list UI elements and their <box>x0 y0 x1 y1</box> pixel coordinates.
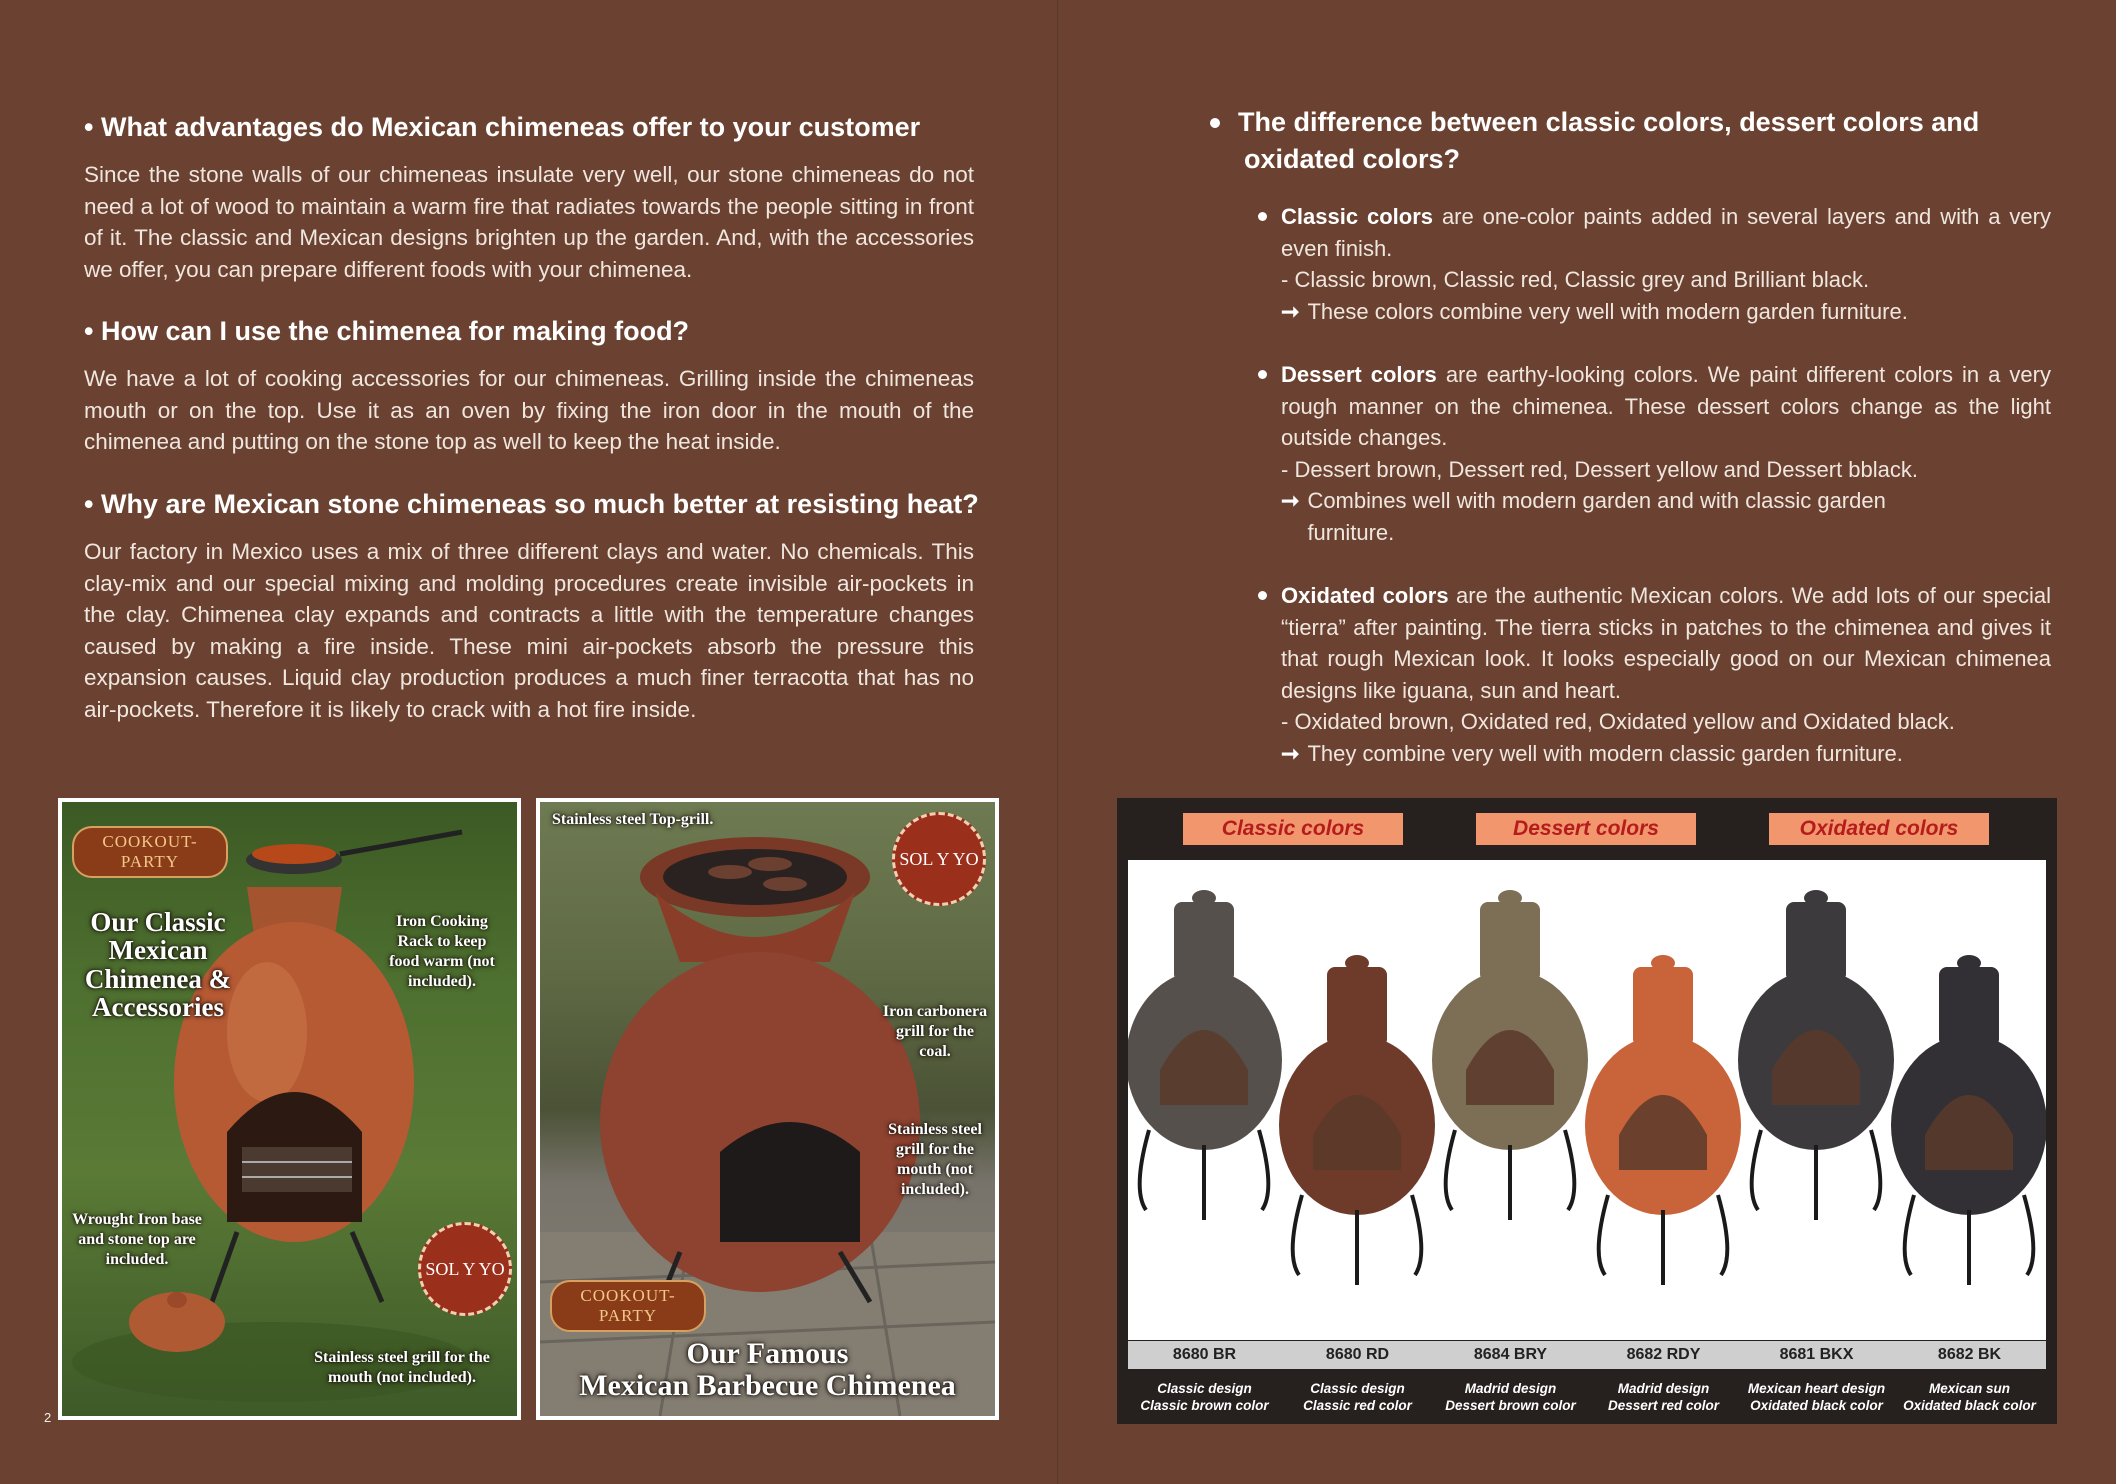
oxidated-colors-list: - Oxidated brown, Oxidated red, Oxidated yellow and Oxidated black. <box>1281 709 1955 734</box>
chimenea-product-4 <box>1585 955 1741 1285</box>
tab-oxidated-colors: Oxidated colors <box>1769 813 1989 845</box>
classic-colors-text: are one-color paints added in several layers and with a very even finish. <box>1281 204 2051 261</box>
classic-colors-arrow-line <box>1281 296 2051 328</box>
classic-chimenea-photo <box>58 798 521 1420</box>
product-color: Classic red color <box>1303 1398 1412 1413</box>
product-code: 8682 BK <box>1937 1346 2002 1363</box>
classic-colors-term: Classic colors <box>1281 204 1434 229</box>
product-color: Dessert red color <box>1607 1398 1720 1413</box>
chimenea-product-3 <box>1432 890 1588 1220</box>
tab-classic-colors: Classic colors <box>1183 813 1403 845</box>
barbecue-chimenea-photo <box>536 798 999 1420</box>
product-description <box>1128 1380 1281 1414</box>
dessert-colors-block <box>1281 359 2051 548</box>
classic-colors-list: - Classic brown, Classic red, Classic grey and Brilliant black. <box>1281 267 1870 292</box>
product-code: 8680 BR <box>1172 1346 1237 1363</box>
photo2-title <box>540 1338 995 1401</box>
product-design: Classic design <box>1310 1381 1405 1396</box>
bullet-dot <box>1258 370 1267 379</box>
oxidated-colors-block <box>1281 580 2051 769</box>
product-code: 8682 RDY <box>1626 1346 1701 1363</box>
page-number: 2 <box>44 1410 52 1425</box>
photo1-title-line: Mexican <box>108 935 208 966</box>
arrow-icon: ➞ <box>1281 740 1300 766</box>
classic-chimenea-illustration <box>62 802 517 1416</box>
product-description <box>1281 1380 1434 1414</box>
chimenea-products-illustration <box>1128 860 2046 1340</box>
dessert-colors-arrow-line <box>1281 485 2051 548</box>
chimenea-product-6 <box>1891 955 2046 1285</box>
color-comparison-panel <box>1117 798 2057 1424</box>
classic-colors-arrow-text: These colors combine very well with modern garden furniture. <box>1307 298 1908 324</box>
section-body-food: We have a lot of cooking accessories for our chimeneas. Grilling inside the chimeneas mouth or on the top. Use it as an oven by fixing the iron door in the mouth of the chimenea and putting on the stone top as well to keep the heat inside. <box>84 366 974 454</box>
product-code: 8684 BRY <box>1473 1346 1548 1363</box>
sol-y-yo-logo: SOL Y YO <box>418 1222 512 1316</box>
colors-heading-line: The difference between classic colors, dessert colors and <box>1238 107 1980 137</box>
oxidated-colors-text: are the authentic Mexican colors. We add lots of our special “tierra” after painting. The tierra sticks in patches to the chimenea and gives it that rough Mexican look. It looks especially good on our Mexican chimenea designs like iguana, sun and heart. <box>1281 583 2051 703</box>
photo1-title <box>68 908 248 1021</box>
photo2-title-line: Our Famous <box>686 1337 849 1370</box>
oxidated-colors-arrow-line <box>1281 738 2051 770</box>
chimenea-product-1 <box>1128 890 1282 1220</box>
classic-colors-block <box>1281 201 2051 327</box>
note-wrought-iron-base: Wrought Iron base and stone top are included. <box>72 1211 202 1268</box>
product-color: Oxidated black color <box>1750 1398 1883 1413</box>
colors-heading-line: oxidated colors? <box>1244 144 1461 174</box>
note-mouth-grill: Stainless steel grill for the mouth (not included). <box>888 1121 982 1198</box>
product-design: Mexican heart design <box>1747 1381 1886 1396</box>
product-description <box>1740 1380 1893 1414</box>
section-heading-food: • How can I use the chimenea for making food? <box>84 316 690 346</box>
bullet-dot <box>1258 212 1267 221</box>
product-description <box>1434 1380 1587 1414</box>
tab-dessert-colors: Dessert colors <box>1476 813 1696 845</box>
classic-colors-desc <box>1281 201 2051 264</box>
chimenea-product-2 <box>1279 955 1435 1285</box>
chimenea-product-5 <box>1738 890 1894 1220</box>
photo1-title-line: Our Classic <box>90 907 226 937</box>
product-design: Classic design <box>1157 1381 1252 1396</box>
photo1-title-line: Chimenea & <box>84 963 232 994</box>
product-code: 8681 BKX <box>1779 1346 1854 1363</box>
arrow-icon: ➞ <box>1281 488 1300 513</box>
product-code: 8680 RD <box>1325 1346 1390 1363</box>
section-heading-heat: • Why are Mexican stone chimeneas so much better at resisting heat? <box>84 489 979 519</box>
section-body-advantages: Since the stone walls of our chimeneas insulate very well, our stone chimeneas do not need a lot of wood to maintain a warm fire that radiates towards the people sitting in front of it. The classic and Mexican designs brighten up the garden. And, with the accessories we offer, you can prepare different foods with your chimenea. <box>84 162 974 282</box>
product-design: Madrid design <box>1617 1381 1710 1396</box>
colors-heading <box>1238 104 2058 178</box>
heading-bullet <box>1210 118 1220 128</box>
sol-y-yo-logo: SOL Y YO <box>892 812 986 906</box>
cookout-party-logo: COOKOUT-PARTY <box>72 826 228 878</box>
note-stainless-grill: Stainless steel grill for the mouth (not included). <box>314 1349 490 1386</box>
photo2-title-line: Mexican Barbecue Chimenea <box>579 1368 956 1402</box>
dessert-colors-list: - Dessert brown, Dessert red, Dessert yellow and Dessert bblack. <box>1281 456 1919 482</box>
dessert-colors-arrow-text: Combines well with modern garden and with classic garden furniture. <box>1307 488 1886 545</box>
note-top-grill: Stainless steel Top-grill. <box>552 811 714 828</box>
bullet-dot <box>1258 591 1267 600</box>
oxidated-colors-desc <box>1281 580 2051 706</box>
product-gallery <box>1128 860 2046 1340</box>
note-iron-rack: Iron Cooking Rack to keep food warm (not included). <box>389 913 495 990</box>
dessert-colors-desc <box>1281 359 2051 454</box>
product-design: Madrid design <box>1464 1381 1557 1396</box>
product-code-bar <box>1128 1341 2046 1369</box>
product-color: Dessert brown color <box>1445 1398 1576 1413</box>
oxidated-colors-term: Oxidated colors <box>1281 583 1449 608</box>
arrow-icon: ➞ <box>1281 298 1300 324</box>
dessert-colors-text: are earthy-looking colors. We paint different colors in a very rough manner on the chimenea. These dessert colors change as the light outside changes. <box>1281 362 2051 450</box>
section-body-heat: Our factory in Mexico uses a mix of three different clays and water. No chemicals. This clay-mix and our special mixing and molding procedures create invisible air-pockets in the clay. Chimenea clay expands and contracts a little with the temperature changes caused by making a fire inside. These mini air-pockets absorb the pressure this expansion causes. Liquid clay production produces a much finer terracotta that has no air-pockets. Therefore it is likely to crack with a hot fire inside. <box>84 539 974 722</box>
product-description <box>1587 1380 1740 1414</box>
product-design: Mexican sun <box>1928 1381 2011 1396</box>
note-carbonera-grill: Iron carbonera grill for the coal. <box>882 1003 988 1060</box>
product-color: Oxidated black color <box>1903 1398 2036 1413</box>
photo1-title-line: Accessories <box>92 992 224 1023</box>
product-color: Classic brown color <box>1140 1398 1269 1413</box>
product-description <box>1893 1380 2046 1414</box>
dessert-colors-term: Dessert colors <box>1281 362 1437 387</box>
section-heading-advantages: • What advantages do Mexican chimeneas offer to your customer <box>84 112 921 142</box>
cookout-party-logo: COOKOUT-PARTY <box>550 1280 706 1332</box>
oxidated-colors-arrow-text: They combine very well with modern classic garden furniture. <box>1307 740 1903 766</box>
